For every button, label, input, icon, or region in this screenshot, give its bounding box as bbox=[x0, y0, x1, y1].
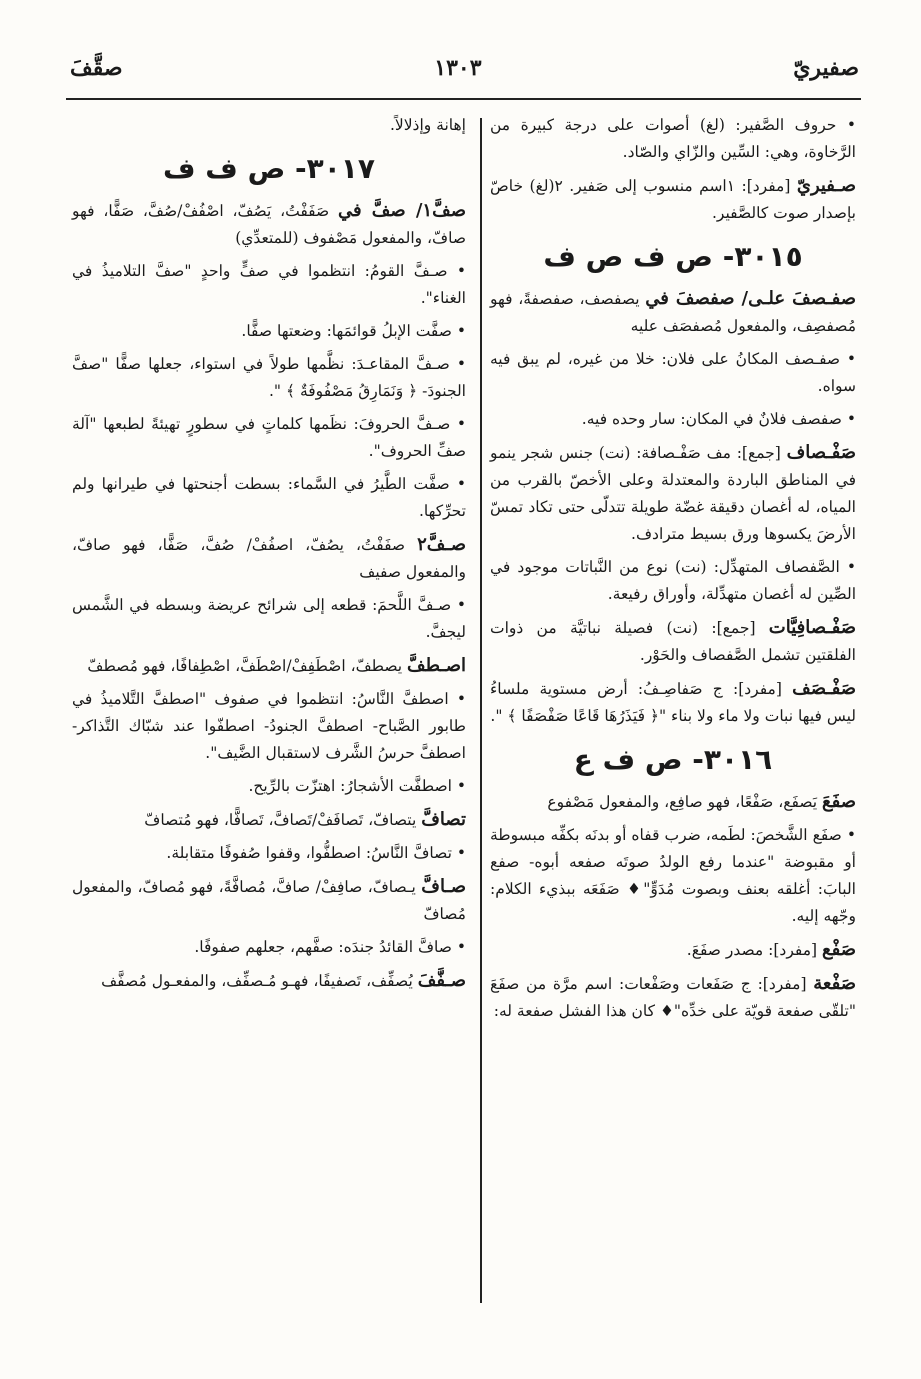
entry-text: • صـفَّ المقاعـدَ: نظَّمها طولاً في استواء، جعلها صفًّا "صفَّ الجنودَ- ﴿ وَنَمَارِقُ مَصْفُوفَةٌ ﴾ ". bbox=[72, 355, 466, 400]
header-guide-word-right: صفيريّ bbox=[793, 55, 859, 81]
entry-text: • صـفَّ القومُ: انتظموا في صفٍّ واحدٍ "صفَّ التلاميذُ في الغناء". bbox=[72, 262, 466, 307]
page-number: ١٣٠٣ bbox=[434, 55, 482, 81]
entry-text: • صـفَّ اللَّحمَ: قطعه إلى شرائح عريضة وبسطه في الشَّمس ليجفَّ. bbox=[72, 596, 466, 641]
entry-text: • تصافَّ النَّاسُ: اصطفُّوا، وقفوا صُفوفًا متقابلة. bbox=[166, 844, 466, 862]
entry-headword: صَفْعة bbox=[813, 973, 856, 994]
entry-headword: صـفَّفَ bbox=[417, 970, 466, 991]
dictionary-entry bbox=[72, 652, 466, 680]
entry-headword: صـفَّ٢ bbox=[417, 534, 466, 555]
entry-text: [مفرد]: ١اسم منسوب إلى صَفير. ٢(لغ) خاصّ بإصدار صوت كالصَّفير. bbox=[490, 177, 856, 222]
root-heading: ٣٠١٥- ص ف ص ف bbox=[543, 240, 803, 273]
entry-text: صَفَفْتُ، يَصُفّ، اصْفُفْ/صُفَّ، صَفًّا، فهو صافّ، والمفعول مَصْفوف (للمتعدِّي) bbox=[72, 202, 466, 247]
entry-headword: صَفْـصاف bbox=[786, 442, 856, 463]
dictionary-entry bbox=[72, 351, 466, 405]
dictionary-entry bbox=[72, 967, 466, 995]
right-column bbox=[490, 112, 856, 1031]
entry-text: • صافَّ القائدُ جندَه: صفَّهم، جعلهم صفوفًا. bbox=[194, 938, 466, 956]
entry-text: • الصَّفصاف المتهدِّل: (نت) نوع من النَّباتات موجود في الصِّين له أغصان متهدِّلة، وأوراق رفيعة. bbox=[490, 558, 856, 603]
entry-text: • صفـصف المكانُ على فلان: خلا من غيره، لم يبق فيه سواه. bbox=[490, 350, 856, 395]
entry-text: [جمع]: مف صَفْـصافة: (نت) جنس شجر ينمو في المناطق الباردة والمعتدلة وعلى الأخصّ بالقرب من المياه، له أغصان دقيقة غضّة طويلة تتدلّى حتى تكاد تمسّ الأرضَ يكسوها ورق بسيط مترادف. bbox=[490, 444, 856, 543]
entry-text: يَصفَع، صَفْعًا، فهو صافِع، والمفعول مَصْفوع bbox=[547, 793, 823, 811]
dictionary-entry bbox=[72, 873, 466, 928]
entry-headword: اصـطفَّ bbox=[407, 655, 466, 676]
entry-text: يصفصف، صفصفةً، فهو مُصفصِف، والمفعول مُصفصَف عليه bbox=[490, 290, 856, 335]
dictionary-entry bbox=[72, 258, 466, 312]
entry-text: يـصافّ، صافِفْ/ صافَّ، مُصافَّةً، فهو مُصافّ، والمفعول مُصافّ bbox=[72, 878, 466, 923]
entry-headword: صـفيريّ bbox=[796, 175, 856, 196]
entry-headword: صَفْـصافِيَّات bbox=[768, 617, 856, 638]
page-header bbox=[70, 48, 859, 88]
entry-text: • صـفَّ الحروفَ: نظَمها كلماتٍ في سطورٍ تهيئةً لطبعها "آلة صفِّ الحروف". bbox=[72, 415, 466, 460]
dictionary-entry bbox=[490, 439, 856, 548]
dictionary-entry bbox=[490, 970, 856, 1025]
entry-headword: صَفْع bbox=[822, 939, 856, 960]
entry-text: • صفَّت الطَّيرُ في السَّماء: بسطت أجنحتها في طيرانها ولم تحرِّكها. bbox=[72, 475, 466, 520]
entry-text: [مفرد]: مصدر صفَعَ. bbox=[686, 941, 823, 959]
entry-text: يصطفّ، اصْطَفِفْ/اصْطَفَّ، اصْطِفافًا، فهو مُصطفّ bbox=[87, 657, 408, 675]
dictionary-entry bbox=[72, 686, 466, 767]
header-guide-word-left: صقَّفَ bbox=[70, 55, 123, 81]
dictionary-entry bbox=[490, 406, 856, 433]
entry-text: يتصافّ، تَصافَفْ/تَصافَّ، تَصافًّا، فهو مُتصافّ bbox=[144, 811, 422, 829]
entry-text: صفَفْتُ، يصُفّ، اصفُفْ/ صُفَّ، صَفًّا، فهو صافّ، والمفعول صفيف bbox=[72, 536, 466, 581]
dictionary-entry bbox=[490, 285, 856, 340]
root-heading: ٣٠١٧- ص ف ف bbox=[163, 152, 375, 185]
header-rule bbox=[66, 98, 861, 100]
dictionary-entry bbox=[490, 172, 856, 227]
entry-headword: صفَّ١/ صفَّ في bbox=[338, 200, 466, 221]
dictionary-entry bbox=[490, 346, 856, 400]
dictionary-entry bbox=[72, 773, 466, 800]
dictionary-entry bbox=[72, 806, 466, 834]
entry-text: يُصفِّف، تَصفيفًا، فهـو مُـصفِّف، والمفعـول مُصفَّف bbox=[101, 972, 418, 990]
dictionary-entry bbox=[490, 788, 856, 816]
entry-headword: تصافَّ bbox=[421, 809, 466, 830]
entry-text: [جمع]: (نت) فصيلة نباتيَّة من ذوات الفلقتين تشمل الصَّفصاف والحَوْر. bbox=[490, 619, 856, 664]
dictionary-entry bbox=[490, 614, 856, 669]
dictionary-entry bbox=[72, 592, 466, 646]
entry-text: • صفصف فلانٌ في المكان: سار وحده فيه. bbox=[581, 410, 856, 428]
dictionary-entry bbox=[72, 471, 466, 525]
entry-headword: صَفْـصَف bbox=[792, 678, 856, 699]
entry-text: [مفرد]: ج صَفَعات وصَفْعات: اسم مرَّة من صفَعَ "تلقّى صفعة قويّة على خدِّه"♦ كان هذا الفشل صفعة له: bbox=[490, 975, 856, 1020]
dictionary-entry bbox=[72, 197, 466, 252]
entry-text: • حروف الصَّفير: (لغ) أصوات على درجة كبيرة من الرَّخاوة، وهي: السِّين والزّاي والصّاد. bbox=[490, 116, 856, 161]
dictionary-entry bbox=[490, 112, 856, 166]
entry-headword: صـافَّ bbox=[421, 876, 466, 897]
entry-text: • اصطفَّت الأشجارُ: اهتزّت بالرِّيح. bbox=[248, 777, 466, 795]
dictionary-entry bbox=[490, 554, 856, 608]
dictionary-entry bbox=[490, 675, 856, 730]
dictionary-entry bbox=[72, 318, 466, 345]
left-column bbox=[72, 112, 466, 1001]
root-heading: ٣٠١٦- ص ف ع bbox=[573, 743, 773, 776]
entry-text: • صفَّت الإبلُ قوائمَها: وضعتها صفًّا. bbox=[241, 322, 466, 340]
dictionary-entry bbox=[490, 822, 856, 930]
entry-text: إهانة وإذلالاً. bbox=[389, 116, 466, 134]
dictionary-entry bbox=[72, 112, 466, 139]
dictionary-entry bbox=[490, 936, 856, 964]
entry-headword: صفـصفَ علـى/ صفصفَ في bbox=[645, 288, 856, 309]
dictionary-entry bbox=[72, 411, 466, 465]
entry-text: [مفرد]: ج صَفاصِـفُ: أرض مستوية ملساءُ ليس فيها نبات ولا ماء ولا بناء "﴿ فَيَذَرُهَا قَاعًا صَفْصَفًا ﴾ ". bbox=[490, 680, 856, 725]
column-divider bbox=[480, 118, 482, 1303]
entry-text: • اصطفَّ النَّاسُ: انتظموا في صفوف "اصطفَّ التَّلاميذُ في طابور الصَّباح- اصطفَّ الجنودُ- اصطفّوا عند شبّاك التَّذاكر- اصطفَّ حرسُ الشَّرف لاستقبال الضَّيف". bbox=[72, 690, 466, 762]
entry-headword: صفَعَ bbox=[822, 791, 856, 812]
dictionary-entry bbox=[72, 840, 466, 867]
entry-text: • صفَع الشَّخصَ: لطَمه، ضرب قفاه أو بدنَه بكفِّه مبسوطة أو مقبوضة "عندما رفع الولدُ صوتَه صفعه أبوه- صفع البابَ: أغلقه بعنف وبصوت مُدَوٍّ"♦ صَفَعَه ببذيء الكلام: وجّهه إليه. bbox=[490, 826, 856, 925]
dictionary-entry bbox=[72, 934, 466, 961]
dictionary-entry bbox=[72, 531, 466, 586]
